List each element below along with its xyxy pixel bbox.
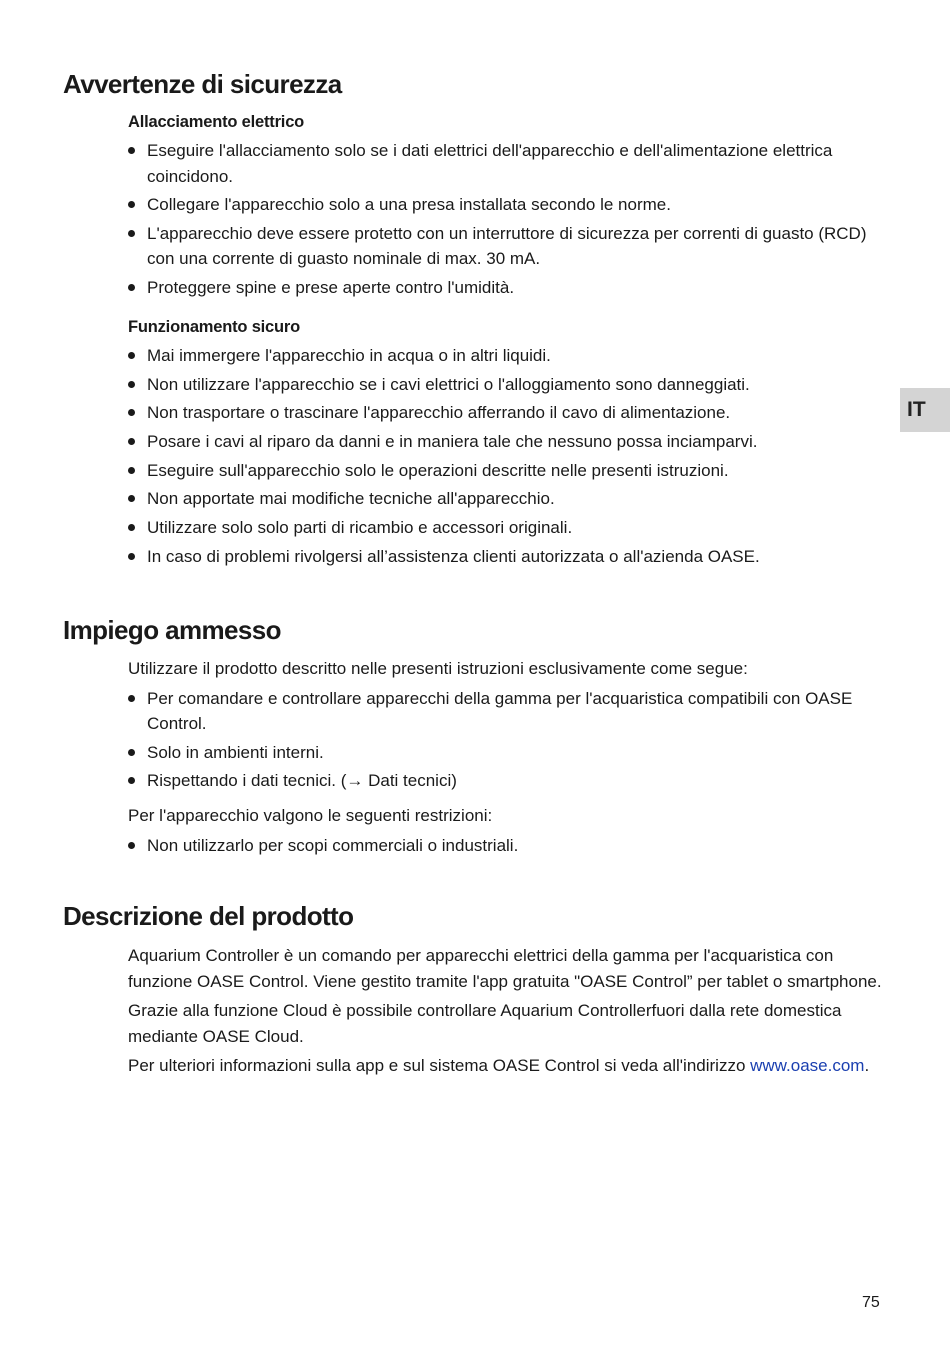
product-description-para2: Grazie alla funzione Cloud è possibile controllare Aquarium Controllerfuori dalla rete domestica mediante OASE Cloud. bbox=[128, 1001, 842, 1046]
bullet-icon bbox=[128, 695, 135, 702]
list-item: Utilizzare solo solo parti di ricambio e accessori originali. bbox=[128, 515, 888, 541]
subtitle-operation: Funzionamento sicuro bbox=[128, 318, 301, 336]
list-item: Non apportate mai modifiche tecniche all'apparecchio. bbox=[128, 486, 888, 512]
safety-electrical-block bbox=[128, 113, 888, 304]
list-item: Non utilizzare l'apparecchio se i cavi elettrici o l'alloggiamento sono danneggiati. bbox=[128, 372, 888, 398]
bullet-icon bbox=[128, 352, 135, 359]
bullet-icon bbox=[128, 777, 135, 784]
bullet-icon bbox=[128, 467, 135, 474]
bullet-icon bbox=[128, 749, 135, 756]
intended-use-block bbox=[128, 656, 888, 797]
restrictions-intro: Per l'apparecchio valgono le seguenti restrizioni: bbox=[128, 806, 493, 825]
bullet-icon bbox=[128, 409, 135, 416]
bullet-icon bbox=[128, 147, 135, 154]
subtitle-electrical: Allacciamento elettrico bbox=[128, 113, 305, 131]
section-title-safety: Avvertenze di sicurezza bbox=[63, 69, 342, 99]
bullet-icon bbox=[128, 553, 135, 560]
language-tab-label: IT bbox=[907, 398, 926, 421]
product-description-para3: Per ulteriori informazioni sulla app e sul sistema OASE Control si veda all'indirizzo www.oase.com. bbox=[128, 1056, 870, 1075]
intended-use-list bbox=[128, 686, 888, 794]
bullet-icon bbox=[128, 230, 135, 237]
list-item: Posare i cavi al riparo da danni e in maniera tale che nessuno possa inciamparvi. bbox=[128, 429, 888, 455]
product-description-para1: Aquarium Controller è un comando per apparecchi elettrici della gamma per l'acquaristica con funzione OASE Control. Viene gestito tramite l'app gratuita "OASE Control” per tablet o smartphone. bbox=[128, 946, 882, 991]
list-item: Non utilizzarlo per scopi commerciali o industriali. bbox=[128, 833, 888, 859]
list-item: L'apparecchio deve essere protetto con un interruttore di sicurezza per correnti di guasto (RCD) con una corrente di guasto nominale di max. 30 mA. bbox=[128, 221, 888, 272]
list-item: Non trasportare o trascinare l'apparecchio afferrando il cavo di alimentazione. bbox=[128, 400, 888, 426]
safety-operation-block bbox=[128, 318, 888, 573]
list-item: Mai immergere l'apparecchio in acqua o in altri liquidi. bbox=[128, 343, 888, 369]
list-item: Eseguire l'allacciamento solo se i dati elettrici dell'apparecchio e dell'alimentazione elettrica coincidono. bbox=[128, 138, 888, 189]
section-title-product-description: Descrizione del prodotto bbox=[63, 901, 354, 931]
bullet-icon bbox=[128, 381, 135, 388]
intended-use-intro: Utilizzare il prodotto descritto nelle presenti istruzioni esclusivamente come segue: bbox=[128, 659, 748, 678]
bullet-icon bbox=[128, 495, 135, 502]
product-description-block bbox=[128, 943, 888, 1083]
list-item: Solo in ambienti interni. bbox=[128, 740, 888, 766]
list-item: Eseguire sull'apparecchio solo le operazioni descritte nelle presenti istruzioni. bbox=[128, 458, 888, 484]
list-item: Rispettando i dati tecnici. (→ Dati tecnici) bbox=[128, 768, 888, 794]
electrical-list bbox=[128, 138, 888, 301]
bullet-icon bbox=[128, 524, 135, 531]
list-item: In caso di problemi rivolgersi all’assistenza clienti autorizzata o all'azienda OASE. bbox=[128, 544, 888, 570]
section-title-intended-use: Impiego ammesso bbox=[63, 615, 281, 645]
bullet-icon bbox=[128, 438, 135, 445]
restrictions-block bbox=[128, 803, 888, 861]
oase-website-link[interactable]: www.oase.com bbox=[750, 1056, 865, 1075]
list-item: Proteggere spine e prese aperte contro l'umidità. bbox=[128, 275, 888, 301]
restrictions-list bbox=[128, 833, 888, 859]
language-tab bbox=[900, 388, 950, 432]
list-item: Collegare l'apparecchio solo a una presa installata secondo le norme. bbox=[128, 192, 888, 218]
page-number: 75 bbox=[862, 1294, 880, 1311]
bullet-icon bbox=[128, 842, 135, 849]
bullet-icon bbox=[128, 284, 135, 291]
list-item: Per comandare e controllare apparecchi della gamma per l'acquaristica compatibili con OASE Control. bbox=[128, 686, 888, 737]
bullet-icon bbox=[128, 201, 135, 208]
operation-list bbox=[128, 343, 888, 569]
